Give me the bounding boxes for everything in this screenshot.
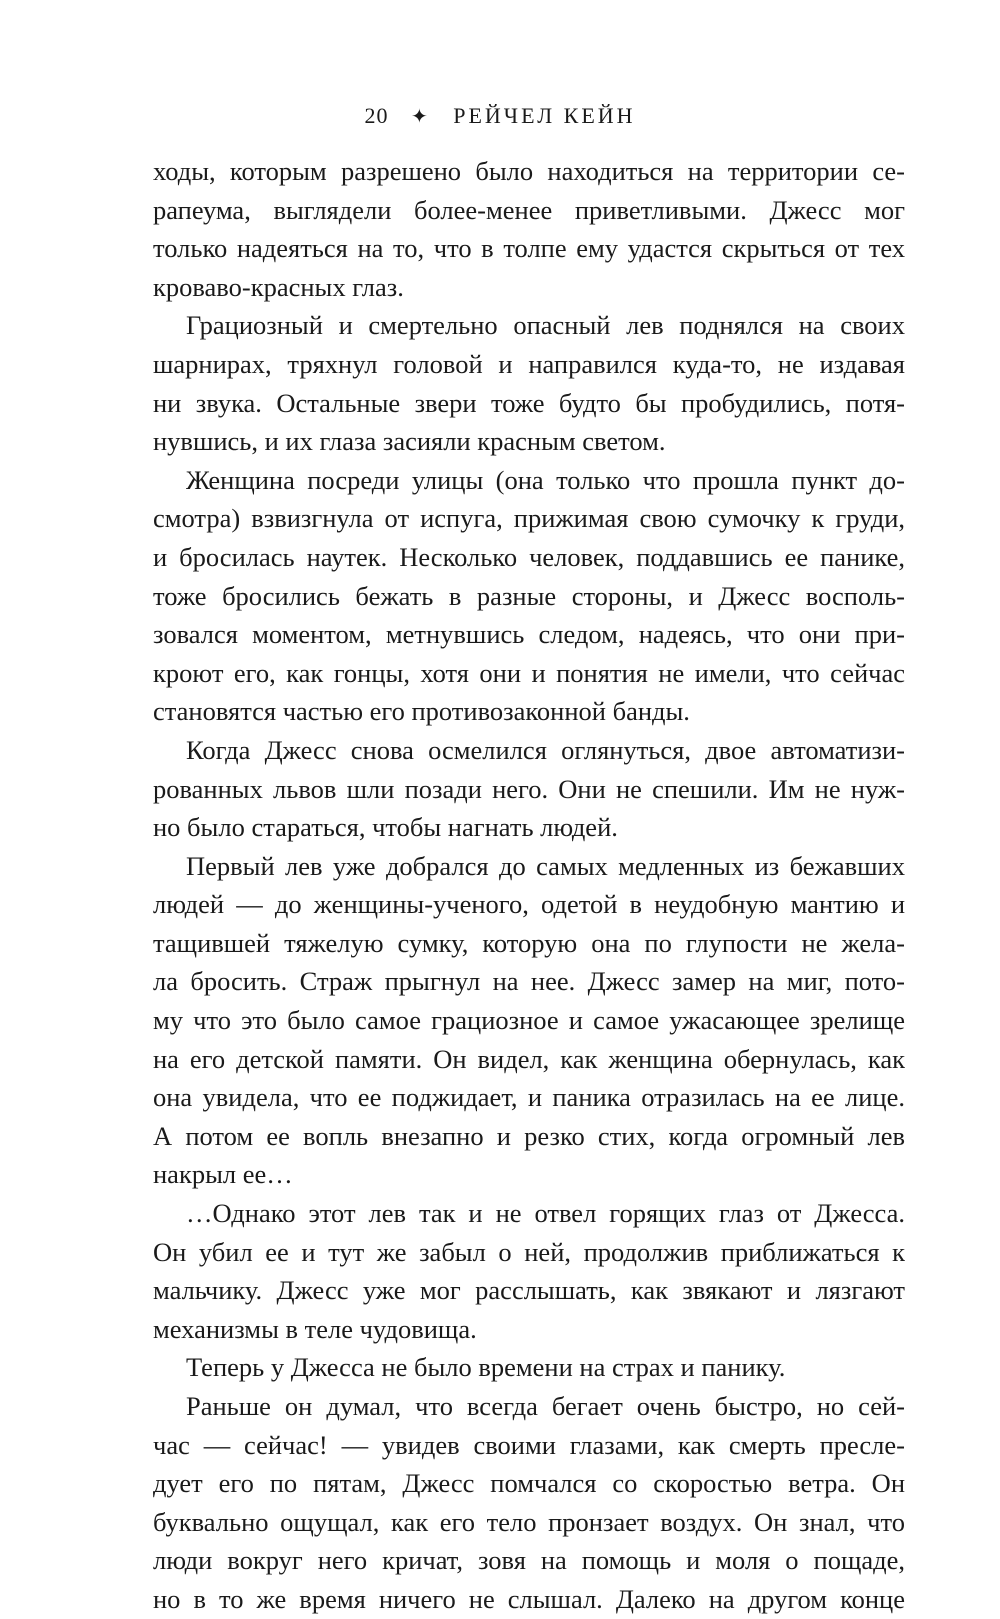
body-text: [153, 152, 905, 1619]
text-line: нувшись, и их глаза засияли красным светом.: [153, 426, 666, 457]
text-line: рованных львов шли позади него. Они не спешили. Им не нуж-: [153, 773, 905, 804]
text-line: …Однако этот лев так и не отвел горящих глаз от Джесса.: [186, 1198, 905, 1229]
text-line: Раньше он думал, что всегда бегает очень быстро, но сей-: [186, 1391, 905, 1421]
text-line: механизмы в теле чудовища.: [153, 1313, 477, 1344]
text-line: кроваво-красных глаз.: [153, 271, 404, 302]
text-line: тоже бросились бежать в разные стороны, и Джесс восполь-: [153, 580, 905, 611]
text-line: людей — до женщины-ученого, одетой в неудобную мантию и: [153, 889, 905, 920]
text-line: тащившей тяжелую сумку, которую она по глупости не жела-: [153, 927, 905, 958]
text-line: буквально ощущал, как его тело пронзает воздух. Он знал, что: [153, 1506, 905, 1537]
text-line: ходы, которым разрешено было находиться на территории се-: [153, 156, 905, 186]
text-line: на его детской памяти. Он видел, как женщина обернулась, как: [153, 1043, 905, 1074]
text-line: смотра) взвизгнула от испуга, прижимая свою сумочку к груди,: [153, 503, 905, 534]
text-line: она увидела, что ее поджидает, и паника отразилась на ее лице.: [153, 1082, 905, 1113]
running-header: [0, 98, 1000, 135]
text-line: Теперь у Джесса не было времени на страх и панику.: [186, 1352, 786, 1383]
text-line: му что это было самое грациозное и самое ужасающее зрелище: [153, 1005, 905, 1036]
text-line: Женщина посреди улицы (она только что прошла пункт до-: [186, 464, 905, 495]
text-line: и бросилась наутек. Несколько человек, поддавшись ее панике,: [153, 541, 905, 572]
text-line: ла бросить. Страж прыгнул на нее. Джесс замер на миг, пото-: [153, 966, 905, 997]
text-line: люди вокруг него кричат, зовя на помощь и моля о пощаде,: [153, 1545, 905, 1576]
text-line: Когда Джесс снова осмелился оглянуться, двое автоматизи-: [186, 734, 905, 765]
text-line: кроют его, как гонцы, хотя они и понятия не имели, что сейчас: [153, 657, 905, 688]
text-line: Первый лев уже добрался до самых медленных из бежавших: [186, 850, 905, 881]
text-line: дует его по пятам, Джесс помчался со скоростью ветра. Он: [153, 1468, 905, 1499]
text-line: но в то же время ничего не слышал. Далеко на другом конце: [153, 1583, 905, 1614]
text-line: но было стараться, чтобы нагнать людей.: [153, 812, 618, 843]
text-line: только надеяться на то, что в толпе ему удастся скрыться от тех: [153, 233, 905, 264]
text-line: А потом ее вопль внезапно и резко стих, когда огромный лев: [153, 1120, 905, 1151]
text-line: ни звука. Остальные звери тоже будто бы пробудились, потя-: [153, 387, 905, 418]
text-line: рапеума, выглядели более-менее приветливыми. Джесс мог: [153, 194, 905, 225]
text-line: зовался моментом, метнувшись следом, надеясь, что они при-: [153, 619, 905, 650]
star-ornament-icon: ✦: [410, 106, 431, 128]
text-line: Грациозный и смертельно опасный лев поднялся на своих: [186, 310, 905, 341]
text-line: мальчику. Джесс уже мог расслышать, как звякают и лязгают: [153, 1275, 905, 1306]
text-line: Он убил ее и тут же забыл о ней, продолжив приближаться к: [153, 1236, 905, 1267]
text-line: становятся частью его противозаконной банды.: [153, 696, 690, 727]
text-line: шарнирах, тряхнул головой и направился куда-то, не издавая: [153, 348, 905, 379]
author-name: РЕЙЧЕЛ КЕЙН: [453, 103, 636, 128]
text-line: накрыл ее…: [153, 1159, 293, 1190]
text-line: час — сейчас! — увидев своими глазами, как смерть пресле-: [153, 1429, 905, 1460]
page-number: 20: [364, 103, 389, 128]
